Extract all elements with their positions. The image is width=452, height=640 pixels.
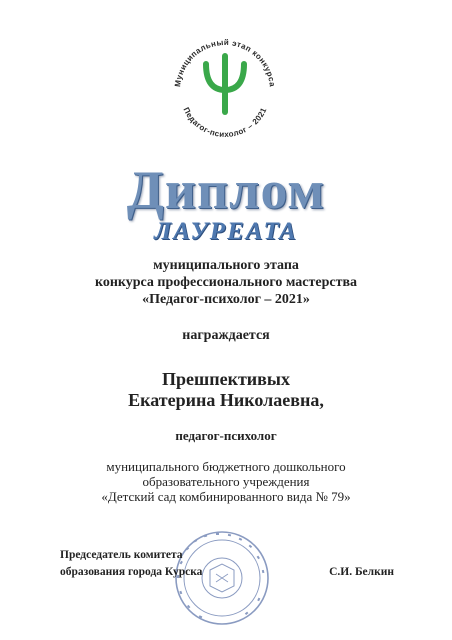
recipient-given-names: Екатерина Николаевна, [128, 390, 324, 410]
psi-icon [206, 56, 244, 112]
contest-emblem [166, 26, 284, 144]
recipient-position: педагог-психолог [175, 428, 277, 443]
competition-line-1: муниципального этапа [153, 258, 299, 273]
official-stamp [168, 528, 276, 628]
emblem-ring-bottom: Педагог-психолог – 2021 [181, 105, 269, 140]
competition-line-2: конкурса профессионального мастерства [94, 275, 358, 290]
signatory-title-line-1: Председатель комитета [60, 549, 183, 561]
emblem-ring-top: Муниципальный этап конкурса [173, 37, 277, 88]
diploma-title: Диплом [126, 160, 326, 220]
organization-line-1: муниципального бюджетного дошкольного [106, 459, 346, 474]
organization-line-2: образовательного учреждения [142, 474, 310, 489]
awarded-label: награждается [182, 328, 270, 343]
diploma-subtitle: ЛАУРЕАТА [154, 218, 298, 245]
competition-line-3: «Педагог-психолог – 2021» [142, 292, 310, 307]
signatory-name: С.И. Белкин [329, 566, 394, 578]
organization-line-3: «Детский сад комбинированного вида № 79» [101, 489, 351, 504]
signatory-title-line-2: образования города Курска [60, 566, 203, 578]
recipient-surname: Прешпективых [162, 369, 290, 389]
